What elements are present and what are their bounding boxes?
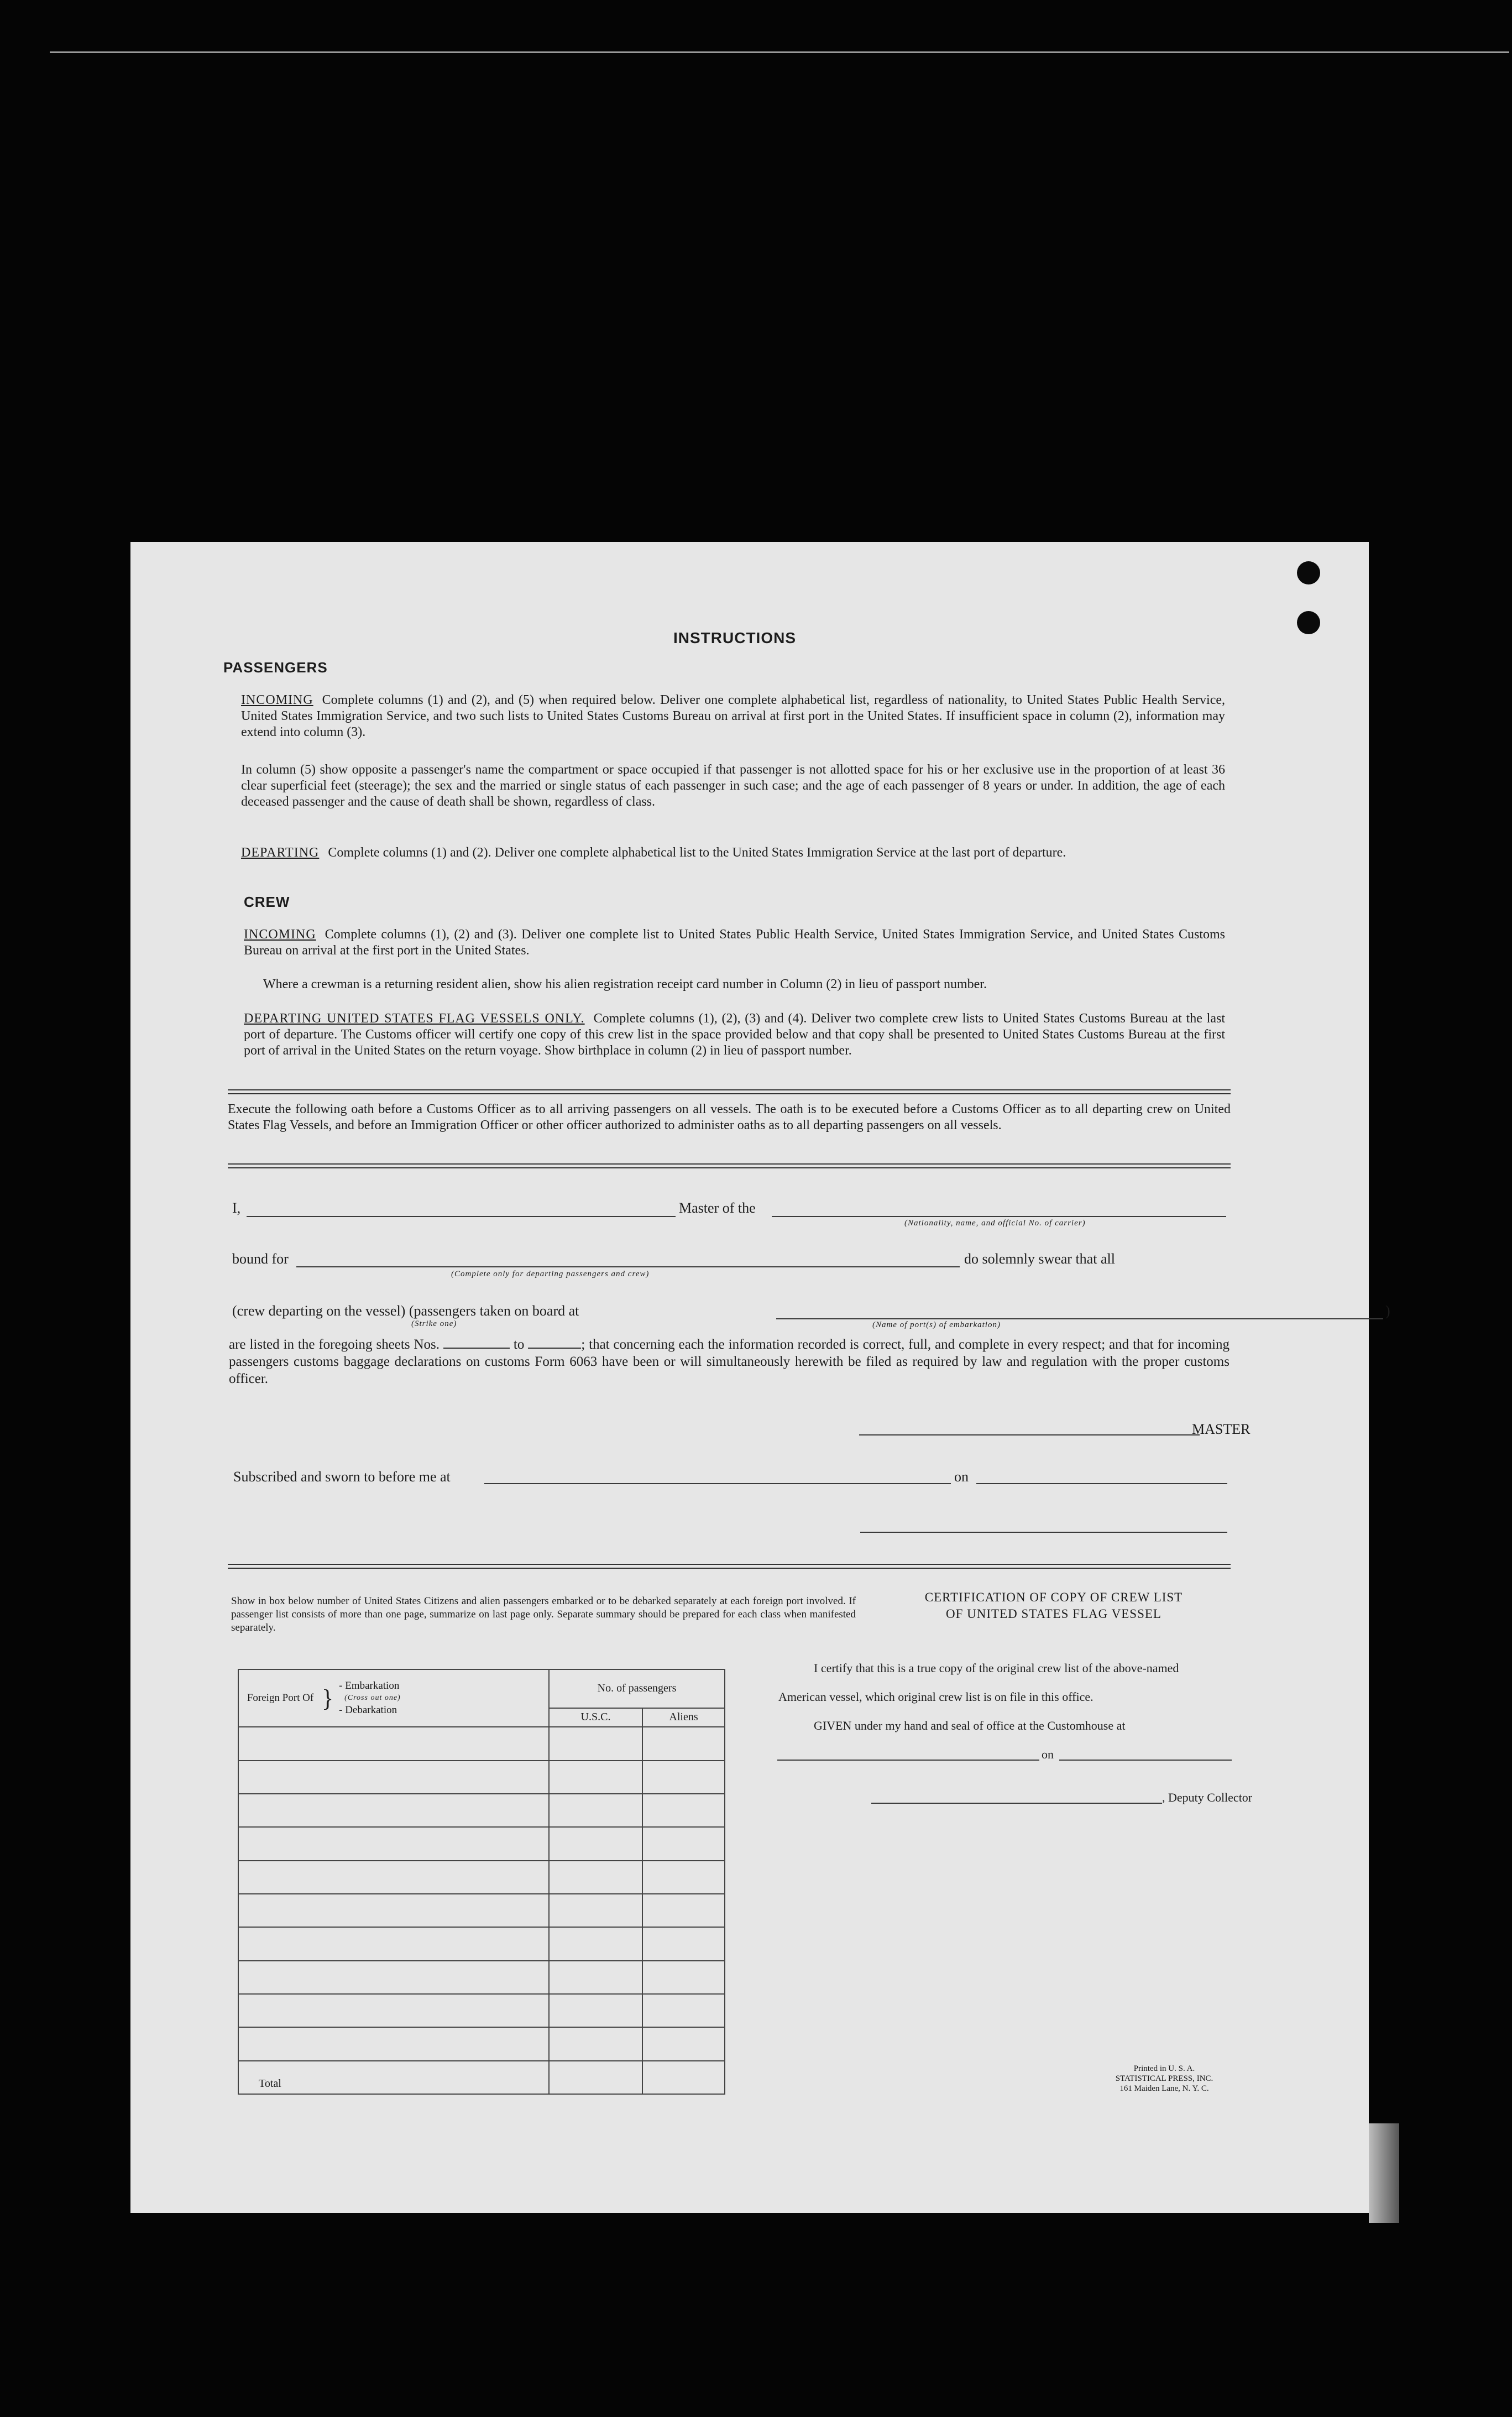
deputy-signature-line[interactable]: [871, 1803, 1162, 1804]
port-cell[interactable]: [238, 2027, 549, 2060]
certification-title-line-2: OF UNITED STATES FLAG VESSEL: [946, 1607, 1162, 1621]
crew-incoming-label: INCOMING: [244, 927, 316, 942]
section-divider: [228, 1089, 1231, 1094]
top-edge-line: [50, 51, 1509, 53]
aliens-cell[interactable]: [642, 2027, 725, 2060]
table-row: [238, 1761, 725, 1794]
printer-imprint: [1098, 2064, 1231, 2094]
usc-cell[interactable]: [549, 1894, 642, 1927]
aliens-cell[interactable]: [642, 1794, 725, 1827]
carrier-line[interactable]: [772, 1216, 1226, 1217]
usc-cell[interactable]: [549, 1994, 642, 2027]
passengers-header-cell: No. of passengers: [549, 1669, 725, 1708]
table-row: [238, 1727, 725, 1760]
column5-paragraph: In column (5) show opposite a passenger's name the compartment or space occupied if that passenger is not allotted space for his or her exclusive use in the proportion of at least 36 clear superficial feet (steerage); the sex and the married or single status of each passenger in such case; and the age of each passenger of 8 years or under. In addition, the age of each deceased passenger and the cause of death shall be shown, regardless of class.: [241, 763, 1225, 809]
aliens-total-cell[interactable]: [642, 2061, 725, 2094]
given-line: GIVEN under my hand and seal of office at the Customhouse at: [814, 1719, 1126, 1732]
bound-for-line[interactable]: [296, 1266, 960, 1267]
master-name-line[interactable]: [247, 1216, 676, 1217]
aliens-cell[interactable]: [642, 1827, 725, 1860]
aliens-cell[interactable]: [642, 1927, 725, 1960]
debarkation-label: - Debarkation: [339, 1704, 397, 1716]
foreign-port-of-label: Foreign Port Of: [247, 1692, 314, 1704]
sheet-from-blank[interactable]: [443, 1348, 510, 1349]
cert-date-line[interactable]: [1059, 1760, 1232, 1761]
usc-header: U.S.C.: [549, 1708, 642, 1727]
oath-intro: Execute the following oath before a Customs Officer as to all arriving passengers on all vessels. The oath is to be executed before a Customs Officer as to all departing crew on United States Flag Vessels, and before an Immigration Officer or other officer authorized to administer oaths as to all departing passengers on all vessels.: [228, 1102, 1231, 1132]
punch-hole-top: [1297, 561, 1320, 584]
crew-departing-paragraph: [244, 1011, 1225, 1059]
embarkation-label: - Embarkation: [339, 1680, 400, 1692]
usc-cell[interactable]: [549, 1761, 642, 1794]
oath-divider: [228, 1163, 1231, 1168]
ports-line[interactable]: [776, 1318, 1383, 1319]
crew-departing-label: DEPARTING UNITED STATES FLAG VESSELS ONLY.: [244, 1011, 585, 1026]
oath-statement: [229, 1336, 1230, 1387]
usc-cell[interactable]: [549, 1794, 642, 1827]
usc-cell[interactable]: [549, 1827, 642, 1860]
usc-total-cell[interactable]: [549, 2061, 642, 2094]
subscribed-on-label: on: [954, 1469, 969, 1485]
aliens-cell[interactable]: [642, 1861, 725, 1894]
printer-line-1: Printed in U. S. A.: [1133, 2064, 1195, 2073]
passengers-incoming-text: Complete columns (1) and (2), and (5) when required below. Deliver one complete alphabetical list, regardless of nationality, to United States Public Health Service, United States Immigration Service, and two such lists to United States Customs Bureau on arrival at first port in the United States. If insufficient space in column (2), information may extend into column (3).: [241, 693, 1225, 739]
cross-out-caption: (Cross out one): [344, 1694, 401, 1703]
swear-label: do solemnly swear that all: [964, 1251, 1115, 1267]
certify-line-2: American vessel, which original crew list is on file in this office.: [778, 1690, 1094, 1704]
subscribed-label: Subscribed and sworn to before me at: [233, 1469, 451, 1485]
subscribed-date-line[interactable]: [976, 1483, 1227, 1484]
printer-line-3: 161 Maiden Lane, N. Y. C.: [1119, 2084, 1209, 2093]
usc-cell[interactable]: [549, 1927, 642, 1960]
page-curl: [1369, 2123, 1399, 2223]
port-cell[interactable]: [238, 1961, 549, 1994]
crew-incoming-text: Complete columns (1), (2) and (3). Deliver one complete list to United States Public Health Service, United States Immigration Service, and United States Customs Bureau on arrival at the first port in the United States.: [244, 927, 1225, 958]
table-row: [238, 1994, 725, 2027]
master-of-label: Master of the: [679, 1200, 756, 1216]
port-cell[interactable]: [238, 1827, 549, 1860]
port-header-cell: [238, 1669, 549, 1727]
usc-cell[interactable]: [549, 1861, 642, 1894]
total-label: Total: [238, 2061, 549, 2094]
customhouse-line[interactable]: [777, 1760, 1039, 1761]
master-label: MASTER: [1192, 1421, 1251, 1437]
total-row: [238, 2061, 725, 2094]
table-row: [238, 1894, 725, 1927]
port-cell[interactable]: [238, 1727, 549, 1760]
punch-hole-bottom: [1297, 611, 1320, 634]
certification-title: [877, 1589, 1231, 1622]
close-paren: ): [1385, 1303, 1390, 1319]
passengers-departing-text: Complete columns (1) and (2). Deliver one complete alphabetical list to the United States Immigration Service at the last port of departure.: [328, 845, 1066, 860]
summary-note: Show in box below number of United States Citizens and alien passengers embarked or to be debarked separately at each foreign port involved. If passenger list consists of more than one page, summarize on last page only. Separate summary should be prepared for each class when manifested separately.: [231, 1595, 856, 1633]
usc-cell[interactable]: [549, 2027, 642, 2060]
passengers-incoming-label: INCOMING: [241, 693, 313, 707]
form-page: [130, 542, 1390, 2213]
table-row: [238, 1794, 725, 1827]
aliens-cell[interactable]: [642, 1727, 725, 1760]
certification-title-line-1: CERTIFICATION OF COPY OF CREW LIST: [924, 1590, 1183, 1604]
usc-cell[interactable]: [549, 1727, 642, 1760]
passengers-incoming-paragraph: [241, 692, 1225, 740]
crewman-paragraph: Where a crewman is a returning resident alien, show his alien registration receipt card number in Column (2) in lieu of passport number.: [263, 977, 987, 991]
deputy-collector-label: , Deputy Collector: [1162, 1790, 1253, 1804]
cert-on-label: on: [1042, 1747, 1054, 1761]
bound-for-caption: (Complete only for departing passengers and crew): [451, 1270, 650, 1278]
aliens-cell[interactable]: [642, 1961, 725, 1994]
aliens-cell[interactable]: [642, 1994, 725, 2027]
passengers-departing-label: DEPARTING: [241, 845, 320, 860]
oath-i-label: I,: [232, 1200, 241, 1216]
listed-to: to: [513, 1337, 525, 1352]
port-cell[interactable]: [238, 1861, 549, 1894]
strike-one-caption: (Strike one): [411, 1319, 457, 1328]
table-row: [238, 1961, 725, 1994]
master-signature-line[interactable]: [859, 1434, 1200, 1435]
usc-cell[interactable]: [549, 1961, 642, 1994]
port-cell[interactable]: [238, 1794, 549, 1827]
table-row: [238, 1927, 725, 1960]
nationality-caption: (Nationality, name, and official No. of carrier): [904, 1219, 1086, 1228]
crew-departing-text: Complete columns (1), (2), (3) and (4). Deliver two complete crew lists to United States Customs Bureau at the last port of departure. The Customs officer will certify one copy of this crew list in the space provided below and that copy shall be presented to United States Customs Bureau at the first port of arrival in the United States on the return voyage. Show birthplace in column (2) in lieu of passport number.: [244, 1011, 1225, 1058]
summary-table: [238, 1669, 725, 2095]
brace-icon: }: [322, 1684, 334, 1712]
port-cell[interactable]: [238, 1994, 549, 2027]
printer-line-2: STATISTICAL PRESS, INC.: [1115, 2074, 1213, 2083]
aliens-cell[interactable]: [642, 1761, 725, 1794]
lower-divider: [228, 1564, 1231, 1569]
port-cell[interactable]: [238, 1894, 549, 1927]
port-cell[interactable]: [238, 1761, 549, 1794]
ports-caption: (Name of port(s) of embarkation): [872, 1320, 1001, 1329]
aliens-cell[interactable]: [642, 1894, 725, 1927]
officer-signature-line[interactable]: [860, 1532, 1227, 1533]
table-row: [238, 1861, 725, 1894]
sheet-to-blank[interactable]: [528, 1348, 581, 1349]
bound-for-label: bound for: [232, 1251, 289, 1267]
passengers-departing-paragraph: [241, 845, 1225, 861]
listed-a: are listed in the foregoing sheets Nos.: [229, 1337, 440, 1352]
passengers-heading: PASSENGERS: [223, 659, 328, 676]
table-row: [238, 2027, 725, 2060]
crew-heading: CREW: [244, 894, 290, 910]
certify-line-1: I certify that this is a true copy of the original crew list of the above-named: [814, 1661, 1179, 1675]
crew-incoming-paragraph: [244, 927, 1225, 959]
table-row: [238, 1827, 725, 1860]
port-cell[interactable]: [238, 1927, 549, 1960]
subscribed-place-line[interactable]: [484, 1483, 951, 1484]
crew-departing-label-oath: (crew departing on the vessel) (passengers taken on board at: [232, 1303, 579, 1319]
instructions-title: INSTRUCTIONS: [673, 629, 796, 646]
aliens-header: Aliens: [642, 1708, 725, 1727]
listed-b: ; that concerning each the information recorded is correct, full, and complete in every respect; and that for incoming passengers customs baggage declarations on customs Form 6063 have been or will simultaneously herewith be filed as required by law and regulation with the proper customs officer.: [229, 1337, 1230, 1386]
